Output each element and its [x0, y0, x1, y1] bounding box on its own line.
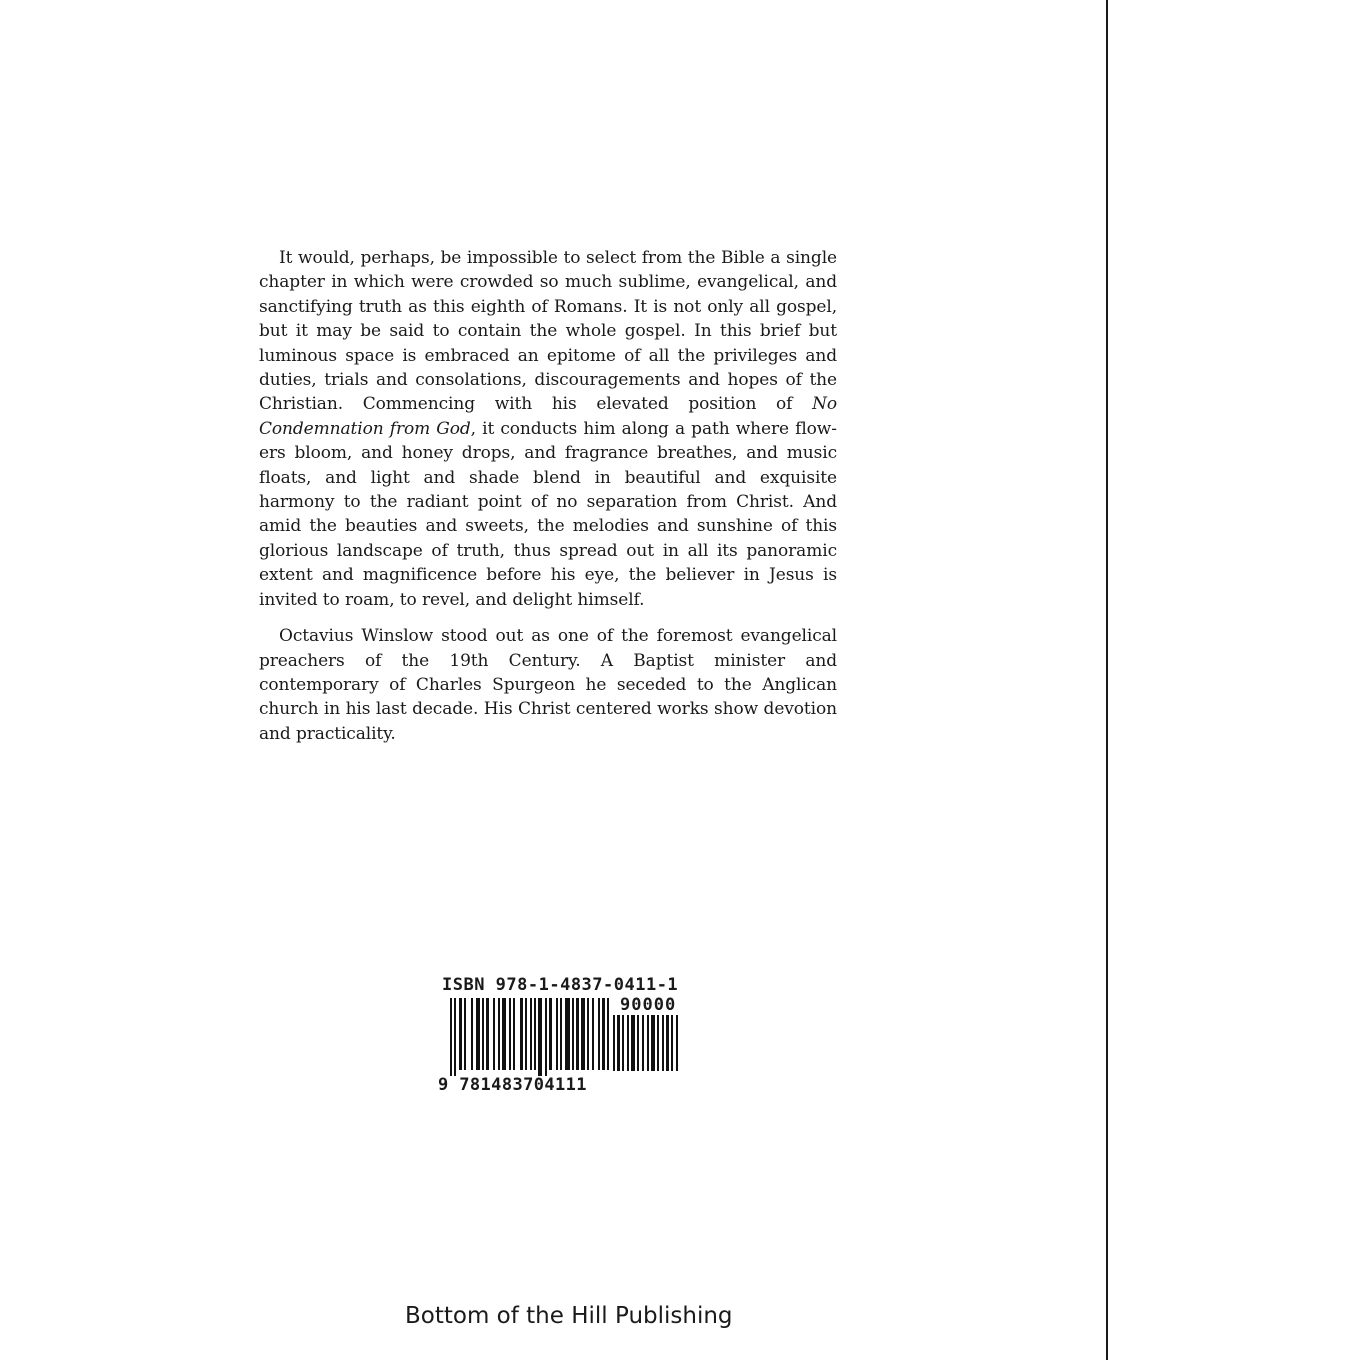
- barcode-bar: [502, 998, 506, 1070]
- barcode-bar: [545, 998, 547, 1076]
- barcode-bar: [534, 998, 536, 1070]
- ean-first-digit: 9: [438, 1075, 449, 1095]
- ean-digits: [438, 1075, 587, 1095]
- isbn-label: ISBN 978-1-4837-0411-1: [442, 975, 679, 995]
- barcode-bar: [482, 998, 484, 1070]
- barcode-bar: [607, 998, 609, 1070]
- spine-edge-line: [1106, 0, 1108, 1360]
- publisher-name: Bottom of the Hill Publishing: [405, 1303, 733, 1329]
- blurb-paragraph-1-text-b: , it conducts him along a path where flowers bloom, and honey drops, and fragrance breathes, and music floats, and light and shade blend in beautiful and exquisite harmony to the radiant point of no separation from Christ. And amid the beauties and sweets, the melodies and sunshine of this glorious landscape of truth, thus spread out in all its panoramic extent and magnificence before his eye, the believer in Jesus is invited to roam, to revel, and delight himself.: [259, 418, 837, 610]
- barcode-bar: [647, 1015, 649, 1071]
- barcode-bar: [549, 998, 552, 1070]
- barcode-bar: [587, 998, 589, 1070]
- barcode-bar: [627, 1015, 629, 1071]
- barcode-bar: [471, 998, 473, 1070]
- barcode-bar: [617, 1015, 620, 1071]
- barcode-bar: [476, 998, 480, 1070]
- barcode-bar: [560, 998, 562, 1070]
- barcode-bar: [676, 1015, 678, 1071]
- blurb-paragraph-1-text-a: It would, perhaps, be impossible to select from the Bible a single chapter in which were crowded so much sublime, evangelical, and sanctifying truth as this eighth of Romans. It is not only all gospel, but it may be said to contain the whole gospel. In this brief but luminous space is embraced an epitome of all the privileges and duties, trials and consolations, discouragements and hopes of the Christian. Commencing with his elevated position of: [259, 248, 837, 415]
- price-code: 90000: [620, 995, 677, 1015]
- barcode-bar: [642, 1015, 644, 1071]
- barcode-bar: [498, 998, 500, 1070]
- barcode-bar: [631, 1015, 635, 1071]
- barcode-bar: [520, 998, 523, 1070]
- barcode-bar: [592, 998, 594, 1070]
- barcode-bar: [602, 998, 605, 1070]
- barcode-bar: [450, 998, 452, 1076]
- barcode-bar: [572, 998, 574, 1070]
- ean-barcode: [450, 998, 612, 1076]
- barcode-bar: [613, 1015, 615, 1071]
- barcode-bar: [454, 998, 456, 1076]
- addon-barcode: [613, 1015, 689, 1073]
- isbn-barcode-block: [438, 975, 690, 1105]
- blurb-paragraph-1: [259, 246, 837, 612]
- blurb-italic-phrase: No Condemnation from God: [259, 394, 837, 439]
- barcode-bar: [657, 1015, 659, 1071]
- barcode-bar: [525, 998, 527, 1070]
- blurb-paragraph-2: Octavius Winslow stood out as one of the foremost evangelical preachers of the 19th Century. A Baptist minister and contemporary of Charles Spurgeon he seceded to the Anglican church in his last decade. His Christ centered works show devotion and practicality.: [259, 626, 837, 744]
- ean-right-group: 704111: [523, 1075, 587, 1095]
- barcode-bar: [662, 1015, 664, 1071]
- barcode-bar: [486, 998, 489, 1070]
- barcode-bar: [637, 1015, 639, 1071]
- barcode-bar: [530, 998, 532, 1070]
- barcode-bar: [576, 998, 579, 1070]
- barcode-bar: [666, 1015, 669, 1071]
- barcode-bar: [651, 1015, 655, 1071]
- barcode-bar: [459, 998, 462, 1070]
- barcode-bar: [513, 998, 515, 1070]
- ean-left-group: 781483: [459, 1075, 524, 1095]
- barcode-bar: [556, 998, 558, 1070]
- barcode-bar: [581, 998, 585, 1070]
- barcode-bar: [565, 998, 570, 1070]
- barcode-bar: [493, 998, 495, 1070]
- barcode-bar: [538, 998, 542, 1076]
- barcode-bar: [509, 998, 511, 1070]
- back-cover-blurb: [259, 246, 837, 746]
- barcode-bar: [622, 1015, 624, 1071]
- barcode-bar: [598, 998, 600, 1070]
- barcode-bar: [464, 998, 466, 1070]
- barcode-bar: [671, 1015, 673, 1071]
